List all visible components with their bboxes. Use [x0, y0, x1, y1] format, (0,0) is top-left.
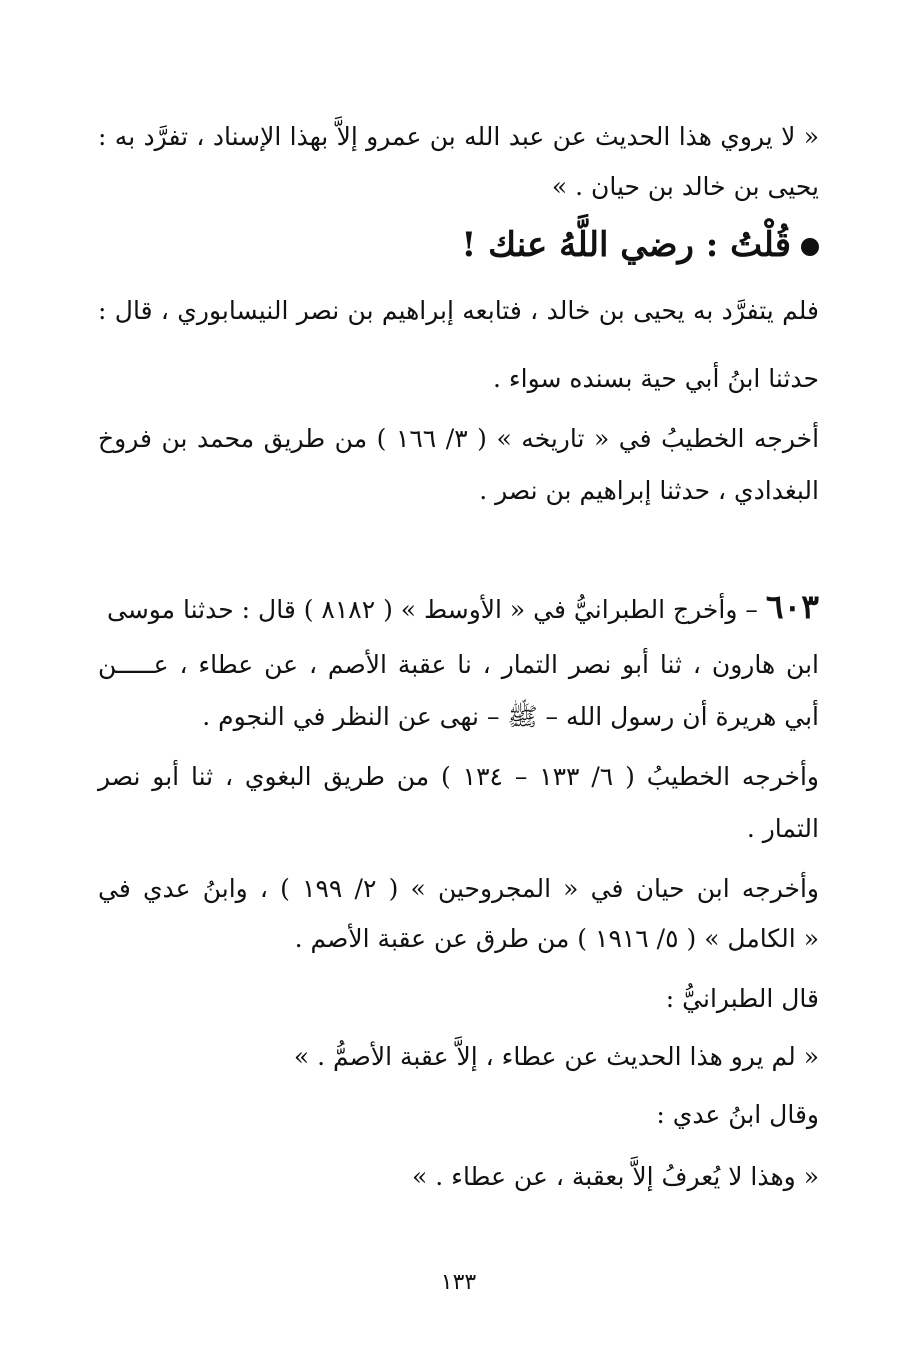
bullet-icon [801, 238, 819, 256]
hadith-entry-line [98, 587, 819, 627]
text-line-4: فلم يتفرَّد به يحيى بن خالد ، فتابعه إبراهيم بن نصر النيسابوري ، قال : [98, 296, 819, 325]
text-line-5: حدثنا ابنُ أبي حية بسنده سواء . [493, 364, 819, 393]
text-line-11: وأخرجه الخطيبُ ( ٦/ ١٣٣ – ١٣٤ ) من طريق البغوي ، ثنا أبو نصر [98, 762, 819, 791]
text-line-12: التمار . [746, 814, 819, 843]
text-line-1: « لا يروي هذا الحديث عن عبد الله بن عمرو إلاَّ بهذا الإسناد ، تفرَّد به : [98, 122, 819, 151]
text-line-2: يحيى بن خالد بن حيان . » [551, 172, 819, 201]
hadith-entry-text: – وأخرج الطبرانيُّ في « الأوسط » ( ٨١٨٢ ) قال : حدثنا موسى [106, 595, 758, 624]
text-line-10: أبي هريرة أن رسول الله – ﷺ – نهى عن النظر في النجوم . [202, 702, 819, 731]
text-line-14: « الكامل » ( ٥/ ١٩١٦ ) من طرق عن عقبة الأصم . [294, 924, 819, 953]
text-line-15: قال الطبرانيُّ : [665, 984, 819, 1013]
page-number: ١٣٣ [440, 1270, 477, 1295]
section-heading [98, 222, 819, 268]
text-line-9: ابن هارون ، ثنا أبو نصر التمار ، نا عقبة الأصم ، عن عطاء ، عـــــن [98, 650, 819, 679]
text-line-6: أخرجه الخطيبُ في « تاريخه » ( ٣/ ١٦٦ ) من طريق محمد بن فروخ [98, 424, 820, 453]
text-line-7: البغدادي ، حدثنا إبراهيم بن نصر . [479, 476, 819, 505]
text-line-16: « لم يرو هذا الحديث عن عطاء ، إلاَّ عقبة الأصمُّ . » [293, 1042, 819, 1071]
text-line-18: « وهذا لا يُعرفُ إلاَّ بعقبة ، عن عطاء . » [412, 1162, 819, 1191]
text-line-13: وأخرجه ابن حيان في « المجروحين » ( ٢/ ١٩٩ ) ، وابنُ عدي في [98, 874, 819, 903]
text-line-17: وقال ابنُ عدي : [656, 1100, 819, 1129]
hadith-number: ٦٠٣ [765, 587, 819, 626]
heading-text: قُلْتُ : رضي اللَّهُ عنك ! [461, 225, 791, 265]
